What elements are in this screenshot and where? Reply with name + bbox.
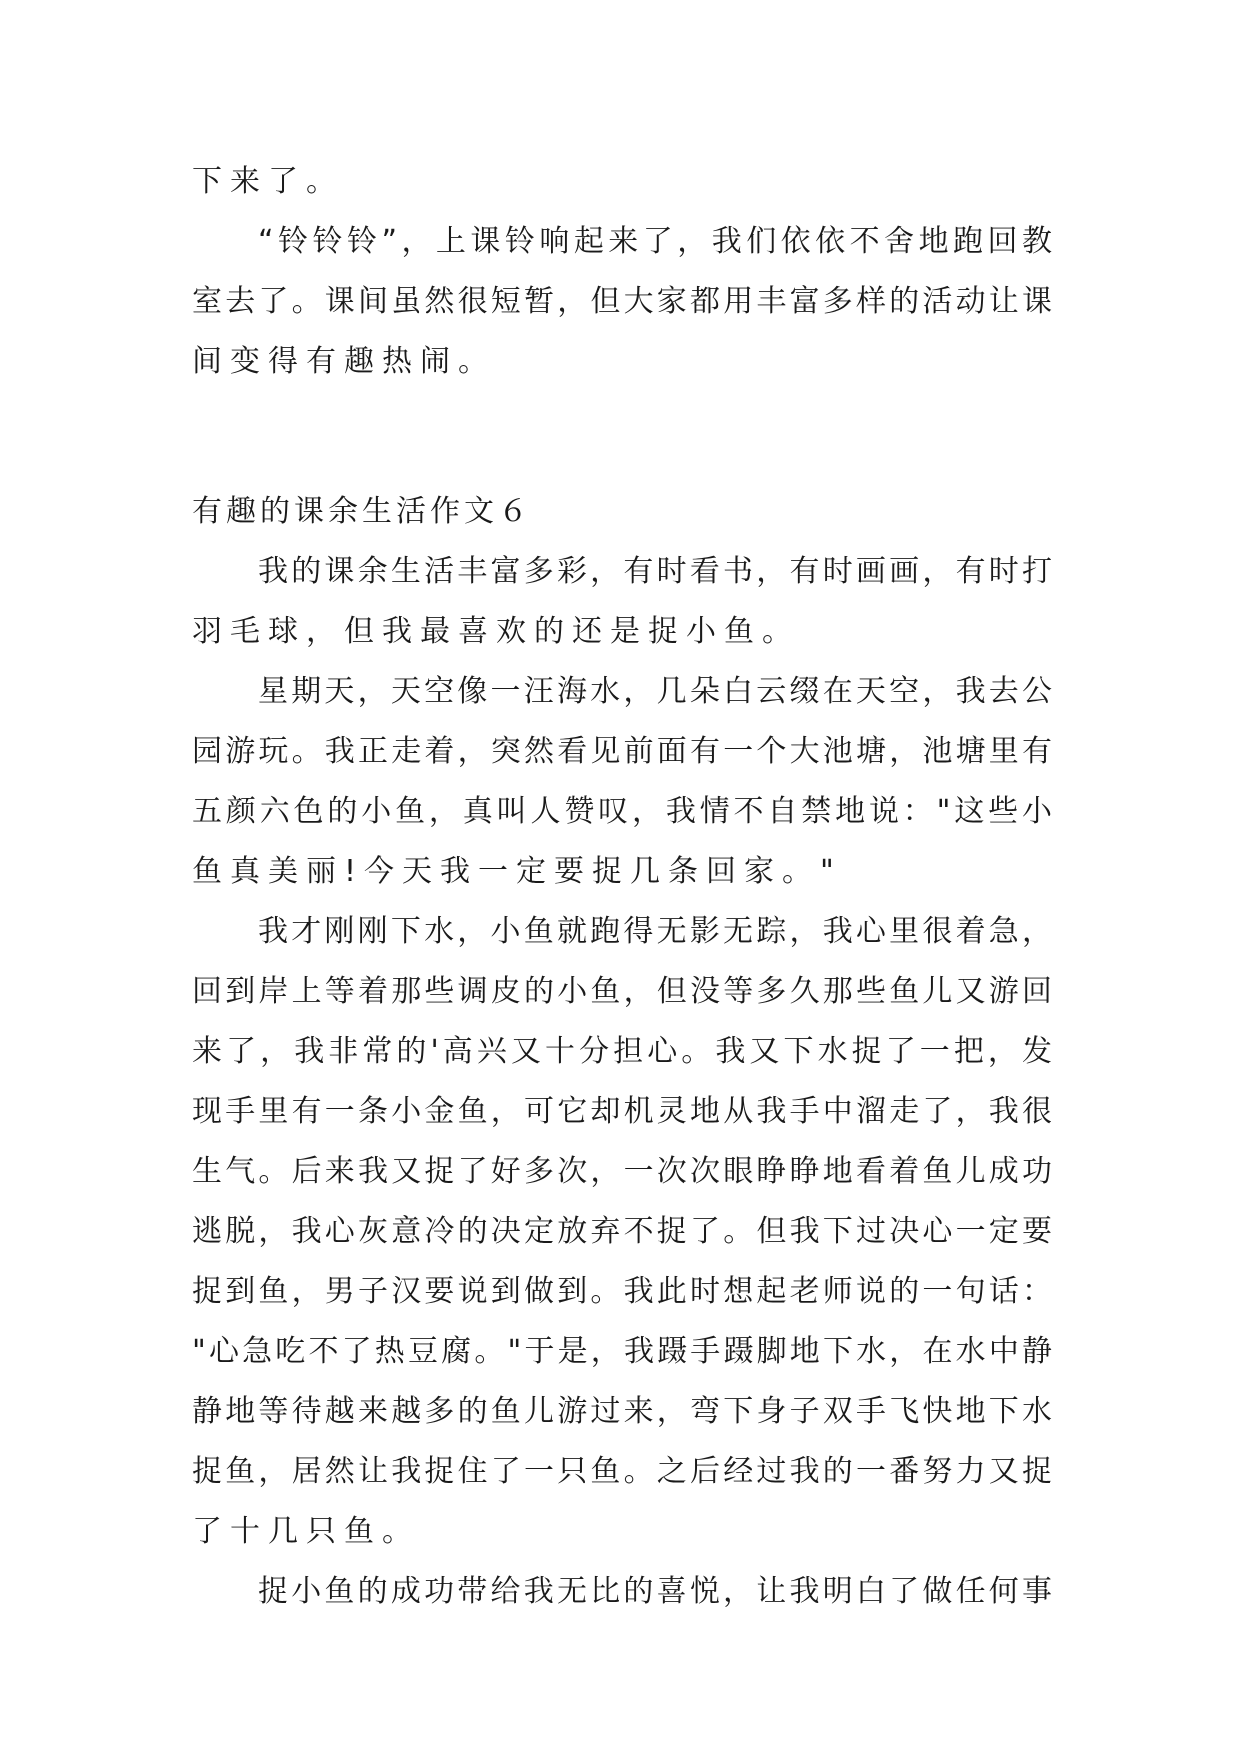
text-line: 下来了。 (192, 164, 344, 199)
text-line: 捉小鱼的成功带给我无比的喜悦，让我明白了做任何事 (258, 1574, 1052, 1609)
text-line: 星期天，天空像一汪海水，几朵白云缀在天空，我去公 (258, 674, 1052, 709)
text-line: 五颜六色的小鱼，真叫人赞叹，我情不自禁地说："这些小 (192, 794, 1052, 829)
document-body (192, 152, 1052, 1622)
text-line: 羽毛球，但我最喜欢的还是捉小鱼。 (192, 614, 800, 649)
text-line: 捉到鱼，男子汉要说到做到。我此时想起老师说的一句话： (192, 1274, 1052, 1309)
text-line: 我的课余生活丰富多彩，有时看书，有时画画，有时打 (258, 554, 1052, 589)
text-line: 了十几只鱼。 (192, 1514, 420, 1549)
paragraph (192, 542, 1052, 662)
text-line: 间变得有趣热闹。 (192, 344, 496, 379)
text-line: 回到岸上等着那些调皮的小鱼，但没等多久那些鱼儿又游回 (192, 974, 1052, 1009)
section-gap (192, 392, 1052, 482)
text-line: “铃铃铃”，上课铃响起来了，我们依依不舍地跑回教 (258, 224, 1052, 259)
text-line: 生气。后来我又捉了好多次，一次次眼睁睁地看着鱼儿成功 (192, 1154, 1052, 1189)
text-line: 园游玩。我正走着，突然看见前面有一个大池塘，池塘里有 (192, 734, 1052, 769)
text-line: 现手里有一条小金鱼，可它却机灵地从我手中溜走了，我很 (192, 1094, 1052, 1129)
text-line: 逃脱，我心灰意冷的决定放弃不捉了。但我下过决心一定要 (192, 1214, 1052, 1249)
paragraph (192, 662, 1052, 902)
text-line: 室去了。课间虽然很短暂，但大家都用丰富多样的活动让课 (192, 284, 1052, 319)
text-line: 捉鱼，居然让我捉住了一只鱼。之后经过我的一番努力又捉 (192, 1454, 1052, 1489)
previous-essay-ending (192, 152, 1052, 392)
text-line: 静地等待越来越多的鱼儿游过来，弯下身子双手飞快地下水 (192, 1394, 1052, 1429)
text-line: 我才刚刚下水，小鱼就跑得无影无踪，我心里很着急， (258, 914, 1052, 949)
essay-heading: 有趣的课余生活作文６ (192, 494, 532, 529)
text-line: 鱼真美丽!今天我一定要捉几条回家。" (192, 854, 842, 889)
paragraph (192, 1562, 1052, 1622)
paragraph (192, 902, 1052, 1562)
text-line: "心急吃不了热豆腐。"于是，我蹑手蹑脚地下水，在水中静 (192, 1334, 1052, 1369)
text-line: 来了，我非常的'高兴又十分担心。我又下水捉了一把，发 (192, 1034, 1052, 1069)
